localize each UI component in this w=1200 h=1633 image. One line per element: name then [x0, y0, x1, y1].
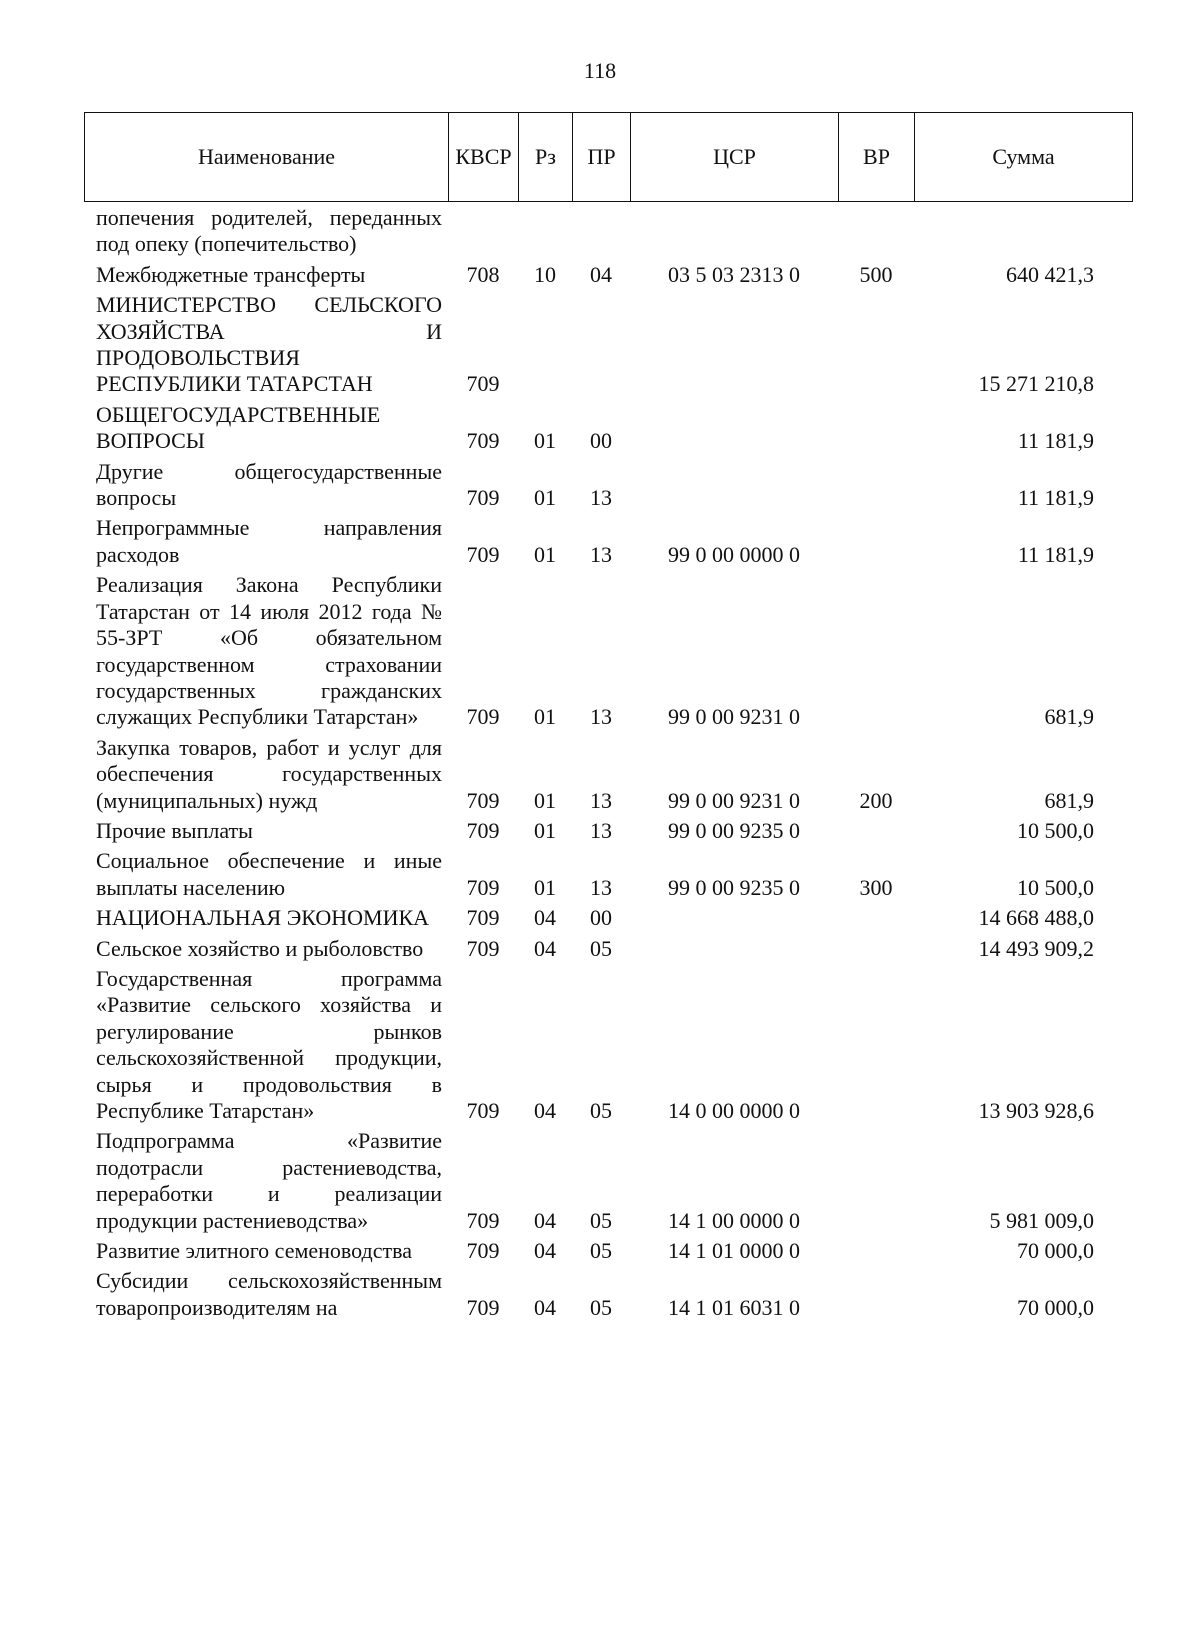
row-pr: 04 — [590, 261, 612, 287]
row-sum: 11 181,9 — [1017, 541, 1094, 567]
row-sum: 14 668 488,0 — [978, 905, 1094, 931]
row-csr: 99 0 00 0000 0 — [668, 541, 800, 567]
row-csr: 14 1 00 0000 0 — [668, 1207, 800, 1233]
row-csr: 03 5 03 2313 0 — [668, 261, 800, 287]
row-rz: 01 — [534, 787, 556, 813]
row-name: Непрограммные направления расходов — [96, 515, 442, 567]
row-sum: 70 000,0 — [1017, 1294, 1094, 1320]
table-row — [84, 936, 1132, 966]
row-name: попечения родителей, переданных под опеку (попечительство) — [96, 205, 442, 257]
table-row — [84, 1238, 1132, 1268]
row-name: ОБЩЕГОСУДАРСТВЕННЫЕ ВОПРОСЫ — [96, 401, 381, 454]
row-pr: 13 — [590, 485, 612, 511]
header-pr: ПР — [573, 113, 631, 202]
header-name: Наименование — [85, 113, 449, 202]
table-row — [84, 572, 1132, 734]
row-rz: 04 — [534, 1294, 556, 1320]
row-sum: 13 903 928,6 — [978, 1098, 1094, 1123]
row-name: Государственная программа «Развитие сельского хозяйства и регулирование рынков сельскохозяйственной продукции, сырья и продовольствия в Республике Татарстан» — [96, 965, 442, 1123]
row-name: Межбюджетные трансферты — [96, 261, 366, 287]
table-row — [84, 848, 1132, 905]
row-sum: 10 500,0 — [1017, 817, 1094, 843]
row-sum: 11 181,9 — [1017, 485, 1094, 511]
row-kvsr: 708 — [466, 261, 500, 287]
header-sum: Сумма — [915, 113, 1133, 202]
row-rz: 01 — [534, 817, 556, 843]
row-csr: 99 0 00 9235 0 — [668, 817, 800, 843]
table-row — [84, 1268, 1132, 1325]
row-pr: 13 — [590, 541, 612, 567]
row-csr: 99 0 00 9231 0 — [668, 704, 800, 730]
row-name: Другие общегосударственные вопросы — [96, 458, 442, 511]
row-pr: 13 — [590, 787, 612, 813]
row-kvsr: 709 — [466, 1294, 500, 1320]
row-sum: 681,9 — [1044, 787, 1094, 813]
row-kvsr: 709 — [466, 787, 500, 813]
row-csr: 14 0 00 0000 0 — [668, 1098, 800, 1123]
row-kvsr: 709 — [466, 1238, 500, 1264]
row-kvsr: 709 — [466, 874, 500, 900]
table-header — [84, 112, 1133, 202]
row-name: Развитие элитного семеноводства — [96, 1238, 412, 1264]
table-row — [84, 1128, 1132, 1238]
row-rz: 01 — [534, 704, 556, 730]
row-sum: 15 271 210,8 — [978, 371, 1094, 397]
row-pr: 13 — [590, 817, 612, 843]
table-body — [84, 205, 1132, 1325]
row-name: Прочие выплаты — [96, 817, 253, 843]
table-row — [84, 402, 1132, 459]
row-kvsr: 709 — [466, 485, 500, 511]
row-rz: 04 — [534, 1098, 556, 1123]
table-row — [84, 515, 1132, 572]
row-pr: 13 — [590, 874, 612, 900]
row-rz: 04 — [534, 905, 556, 931]
row-csr: 14 1 01 0000 0 — [668, 1238, 800, 1264]
header-rz: Рз — [519, 113, 573, 202]
row-rz: 04 — [534, 1207, 556, 1233]
row-pr: 13 — [590, 704, 612, 730]
row-sum: 5 981 009,0 — [989, 1207, 1094, 1233]
row-kvsr: 709 — [466, 541, 500, 567]
row-rz: 10 — [534, 261, 556, 287]
row-pr: 05 — [590, 1098, 612, 1123]
row-vr: 500 — [859, 261, 893, 287]
table-row — [84, 905, 1132, 935]
row-csr: 14 1 01 6031 0 — [668, 1294, 800, 1320]
header-vr: ВР — [839, 113, 915, 202]
row-rz: 01 — [534, 874, 556, 900]
row-vr: 200 — [859, 787, 893, 813]
table-row — [84, 205, 1132, 262]
row-sum: 11 181,9 — [1017, 428, 1094, 454]
table-row — [84, 459, 1132, 516]
row-name: НАЦИОНАЛЬНАЯ ЭКОНОМИКА — [96, 905, 430, 931]
row-rz: 04 — [534, 1238, 556, 1264]
row-kvsr: 709 — [466, 428, 500, 454]
row-pr: 05 — [590, 935, 612, 961]
row-pr: 05 — [590, 1207, 612, 1233]
row-rz: 04 — [534, 935, 556, 961]
header-csr: ЦСР — [631, 113, 839, 202]
row-name: Подпрограмма «Развитие подотрасли растениеводства, переработки и реализации продукции растениеводства» — [96, 1128, 442, 1233]
row-name: Социальное обеспечение и иные выплаты населению — [96, 848, 442, 900]
row-name: Реализация Закона Республики Татарстан от 14 июля 2012 года № 55-ЗРТ «Об обязательном государственном страховании государственных гражданских служащих Республики Татарстан» — [96, 572, 442, 730]
page-number: 118 — [583, 58, 617, 83]
row-name: Субсидии сельскохозяйственным товаропроизводителям на — [96, 1268, 442, 1320]
row-kvsr: 709 — [466, 371, 500, 397]
row-name: Сельское хозяйство и рыболовство — [96, 935, 424, 961]
table-row — [84, 735, 1132, 818]
row-csr: 99 0 00 9235 0 — [668, 874, 800, 900]
row-sum: 640 421,3 — [1006, 261, 1094, 287]
row-name: МИНИСТЕРСТВО СЕЛЬСКОГО ХОЗЯЙСТВА И ПРОДОВОЛЬСТВИЯ РЕСПУБЛИКИ ТАТАРСТАН — [96, 292, 442, 397]
row-kvsr: 709 — [466, 817, 500, 843]
row-kvsr: 709 — [466, 1098, 500, 1123]
row-name: Закупка товаров, работ и услуг для обеспечения государственных (муниципальных) нужд — [96, 734, 442, 813]
row-kvsr: 709 — [466, 704, 500, 730]
row-pr: 05 — [590, 1238, 612, 1264]
row-kvsr: 709 — [466, 935, 500, 961]
row-vr: 300 — [859, 874, 893, 900]
row-sum: 14 493 909,2 — [978, 935, 1094, 961]
header-kvsr: КВСР — [449, 113, 519, 202]
row-pr: 00 — [590, 905, 612, 931]
row-pr: 05 — [590, 1294, 612, 1320]
table-row — [84, 262, 1132, 292]
row-rz: 01 — [534, 485, 556, 511]
row-kvsr: 709 — [466, 1207, 500, 1233]
table-row — [84, 818, 1132, 848]
table-row — [84, 966, 1132, 1128]
row-sum: 681,9 — [1044, 704, 1094, 730]
row-sum: 70 000,0 — [1017, 1238, 1094, 1264]
row-rz: 01 — [534, 428, 556, 454]
row-csr: 99 0 00 9231 0 — [668, 787, 800, 813]
row-pr: 00 — [590, 428, 612, 454]
row-rz: 01 — [534, 541, 556, 567]
table-row — [84, 292, 1132, 402]
row-kvsr: 709 — [466, 905, 500, 931]
row-sum: 10 500,0 — [1017, 874, 1094, 900]
